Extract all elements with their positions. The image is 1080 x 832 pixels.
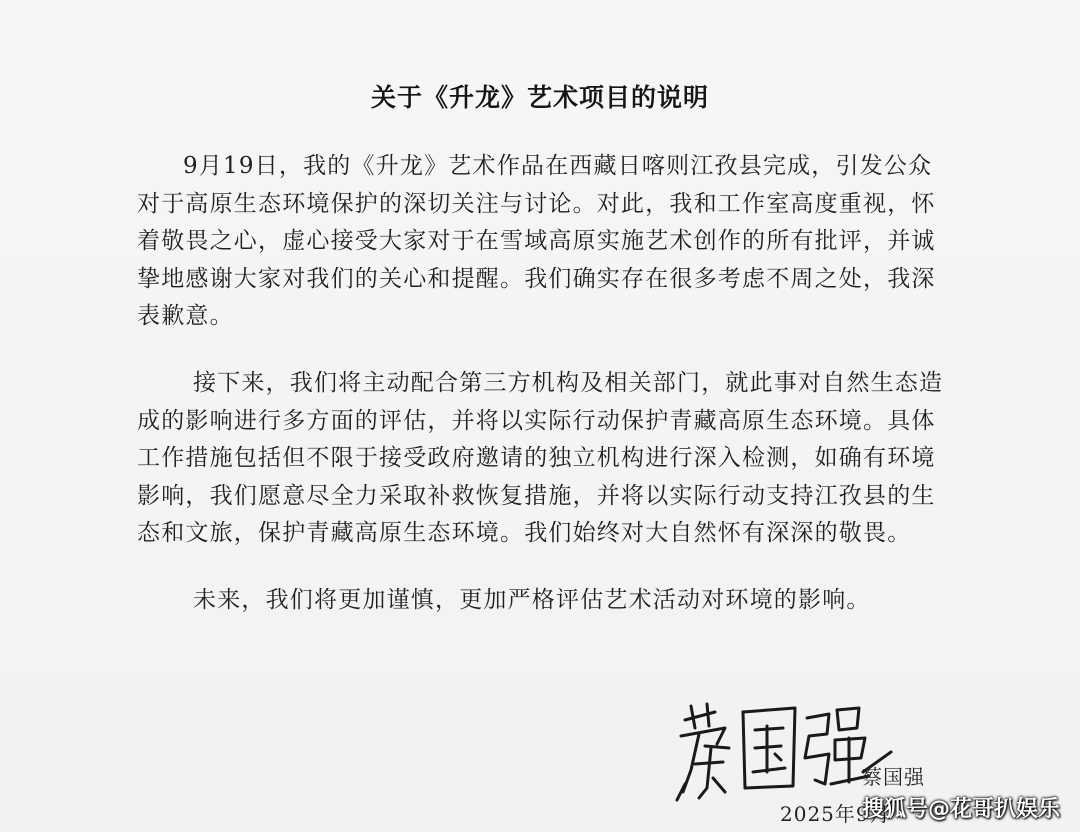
- document-title: 关于《升龙》艺术项目的说明: [370, 83, 709, 112]
- paragraph-1: [137, 148, 937, 336]
- paragraph-line: 态和文旅，保护青藏高原生态环境。我们始终对大自然怀有深深的敬畏。: [137, 520, 912, 546]
- signer-name: 蔡国强: [862, 765, 925, 789]
- paragraph-2: [137, 365, 944, 553]
- paragraph-line: 未来，我们将更加谨慎，更加严格评估艺术活动对环境的影响。: [193, 587, 871, 613]
- paragraph-line: 成的影响进行多方面的评估，并将以实际行动保护青藏高原生态环境。具体: [137, 407, 936, 434]
- paragraph-line: 挚地感谢大家对我们的关心和提醒。我们确实存在很多考虑不周之处，我深: [137, 265, 936, 292]
- watermark: 搜狐号@花哥扒娱乐: [862, 797, 1061, 822]
- paragraph-line: 影响，我们愿意尽全力采取补救恢复措施，并将以实际行动支持江孜县的生: [137, 482, 936, 509]
- paragraph-line: 工作措施包括但不限于接受政府邀请的独立机构进行深入检测，如确有环境: [137, 445, 936, 471]
- sign-date: 2025年9月: [780, 802, 891, 826]
- paragraph-line: 对于高原生态环境保护的深切关注与讨论。对此，我和工作室高度重视，怀: [137, 190, 936, 217]
- paragraph-3: [137, 582, 937, 620]
- paragraph-line: 着敬畏之心，虚心接受大家对于在雪域高原实施艺术创作的所有批评，并诚: [137, 228, 936, 254]
- paragraph-line: 接下来，我们将主动配合第三方机构及相关部门，就此事对自然生态造: [193, 370, 944, 396]
- paragraph-line: 9月19日，我的《升龙》艺术作品在西藏日喀则江孜县完成，引发公众: [183, 153, 933, 179]
- paragraph-line: 表歉意。: [137, 303, 234, 329]
